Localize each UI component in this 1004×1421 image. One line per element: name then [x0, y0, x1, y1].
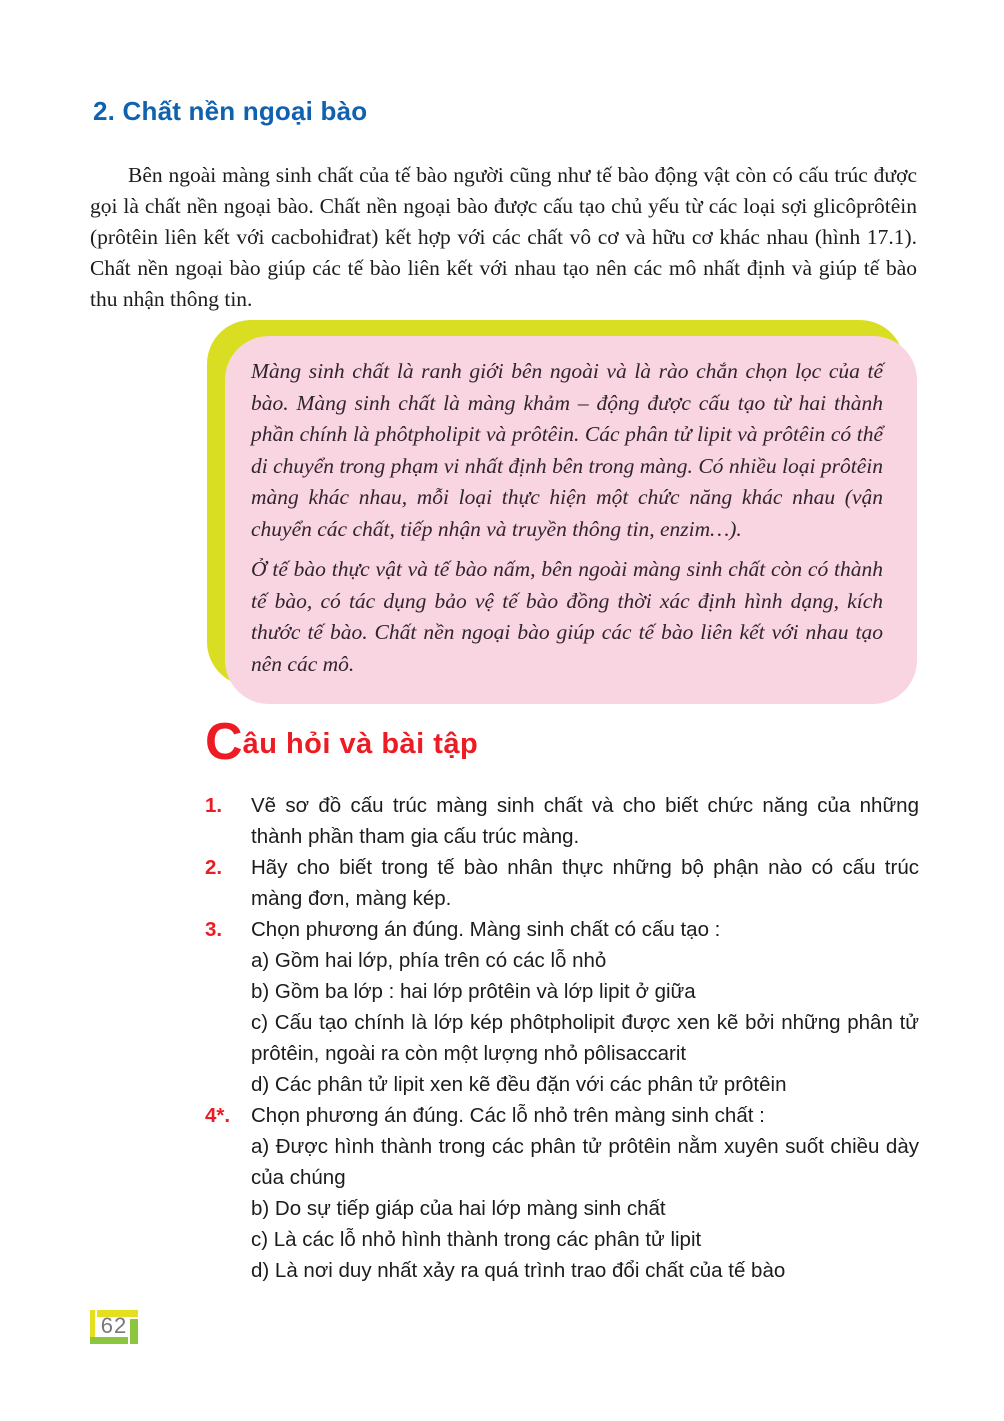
summary-paragraph-2: Ở tế bào thực vật và tế bào nấm, bên ngoài màng sinh chất còn có thành tế bào, có tác dụng bảo vệ tế bào đồng thời xác định hình dạng, kích thước tế bào. Chất nền ngoại bào giúp các tế bào liên kết với nhau tạo nên các mô.: [251, 557, 883, 676]
question-4-option-d: d) Là nơi duy nhất xảy ra quá trình trao đổi chất của tế bào: [251, 1259, 786, 1282]
summary-box: [207, 320, 919, 710]
questions-heading-dropcap: C: [205, 713, 243, 771]
question-3-option-b: b) Gồm ba lớp : hai lớp prôtêin và lớp lipit ở giữa: [251, 980, 696, 1003]
question-3: [205, 914, 919, 1100]
question-4-option-b: b) Do sự tiếp giáp của hai lớp màng sinh chất: [251, 1197, 666, 1220]
question-2-number: 2.: [205, 856, 223, 879]
question-4-text: Chọn phương án đúng. Các lỗ nhỏ trên màng sinh chất :: [251, 1104, 765, 1127]
question-3-option-c: c) Cấu tạo chính là lớp kép phôtpholipit được xen kẽ bởi những phân tử prôtêin, ngoài ra còn một lượng nhỏ pôlisaccarit: [251, 1011, 919, 1065]
question-4-option-a: a) Được hình thành trong các phân tử prôtêin nằm xuyên suốt chiều dày của chúng: [251, 1135, 919, 1189]
badge-right-bar: [130, 1319, 138, 1344]
question-3-option-d: d) Các phân tử lipit xen kẽ đều đặn với các phân tử prôtêin: [251, 1073, 787, 1096]
summary-box-panel: [225, 336, 917, 704]
page-number-badge: [90, 1310, 138, 1344]
question-1: [205, 790, 919, 852]
questions-list: [205, 790, 919, 1286]
intro-paragraph: Bên ngoài màng sinh chất của tế bào người cũng như tế bào động vật còn có cấu trúc được gọi là chất nền ngoại bào. Chất nền ngoại bào được cấu tạo chủ yếu từ các loại sợi glicôprôtêin (prôtêin liên kết với cacbohiđrat) kết hợp với các chất vô cơ và hữu cơ khác nhau (hình 17.1). Chất nền ngoại bào giúp các tế bào liên kết với nhau tạo nên các mô nhất định và giúp tế bào thu nhận thông tin.: [90, 162, 917, 311]
question-1-text: Vẽ sơ đồ cấu trúc màng sinh chất và cho biết chức năng của những thành phần tham gia cấu trúc màng.: [251, 794, 919, 848]
question-1-number: 1.: [205, 794, 223, 817]
badge-left-bar: [90, 1310, 95, 1337]
question-2-text: Hãy cho biết trong tế bào nhân thực những bộ phận nào có cấu trúc màng đơn, màng kép.: [251, 856, 919, 910]
question-4-options: [251, 1131, 919, 1286]
question-3-number: 3.: [205, 918, 223, 941]
question-4-number: 4*.: [205, 1104, 231, 1127]
page-number: 62: [100, 1313, 128, 1338]
question-4-option-c: c) Là các lỗ nhỏ hình thành trong các phân tử lipit: [251, 1228, 702, 1251]
summary-paragraph-1: Màng sinh chất là ranh giới bên ngoài và là rào chắn chọn lọc của tế bào. Màng sinh chất là màng khảm – động được cấu tạo từ hai thành phần chính là phôtpholipit và prôtêin. Các phân tử lipit và prôtêin có thể di chuyển trong phạm vi nhất định bên trong màng. Có nhiều loại prôtêin màng khác nhau, mỗi loại thực hiện một chức năng khác nhau (vận chuyển các chất, tiếp nhận và truyền thông tin, enzim…).: [251, 359, 883, 541]
section-heading: 2. Chất nền ngoại bào: [93, 96, 368, 126]
question-3-options: [251, 945, 919, 1100]
question-3-option-a: a) Gồm hai lớp, phía trên có các lỗ nhỏ: [251, 949, 607, 972]
question-3-text: Chọn phương án đúng. Màng sinh chất có cấu tạo :: [251, 918, 721, 941]
question-2: [205, 852, 919, 914]
question-4: [205, 1100, 919, 1286]
questions-heading: [205, 713, 479, 771]
questions-heading-text: âu hỏi và bài tập: [242, 728, 479, 760]
